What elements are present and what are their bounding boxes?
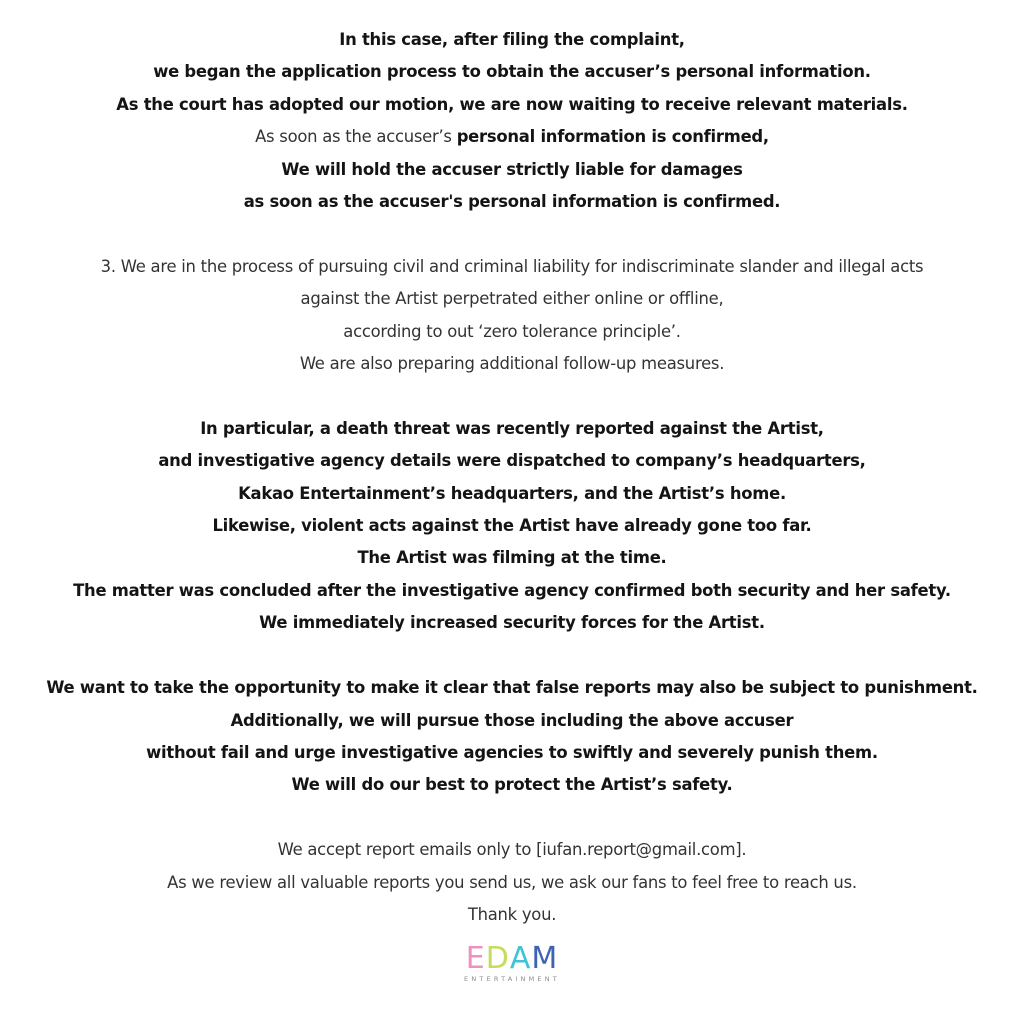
- text-segment: Likewise, violent acts against the Artist have already gone too far.: [212, 516, 812, 536]
- text-segment: We immediately increased security forces for the Artist.: [259, 613, 765, 633]
- text-line: [0, 769, 1024, 801]
- logo-letter-d: D: [485, 941, 510, 976]
- text-segment: As the court has adopted our motion, we are now waiting to receive relevant materials.: [116, 94, 908, 114]
- text-line: [0, 510, 1024, 542]
- text-line: [0, 607, 1024, 639]
- text-segment: We are also preparing additional follow-up measures.: [299, 354, 725, 374]
- text-segment: Thank you.: [467, 904, 557, 924]
- text-line: [0, 445, 1024, 477]
- text-line: [0, 413, 1024, 445]
- text-segment: As we review all valuable reports you send us, we ask our fans to feel free to reach us.: [167, 872, 857, 892]
- paragraph: [0, 251, 1024, 381]
- text-line: [0, 56, 1024, 88]
- text-segment: We will do our best to protect the Artist’s safety.: [291, 775, 733, 795]
- text-segment: In particular, a death threat was recently reported against the Artist,: [200, 418, 824, 438]
- text-segment: 3. We are in the process of pursuing civil and criminal liability for indiscriminate slander and illegal acts: [100, 256, 924, 276]
- text-line: [0, 121, 1024, 153]
- text-line: [0, 348, 1024, 380]
- logo-letter-a: A: [509, 941, 532, 976]
- text-segment: In this case, after filing the complaint,: [339, 30, 685, 49]
- text-line: [0, 316, 1024, 348]
- text-segment: As soon as the accuser’s: [255, 127, 457, 147]
- text-line: [0, 478, 1024, 510]
- logo-letter-m: M: [531, 941, 559, 976]
- text-segment: The matter was concluded after the investigative agency confirmed both security and her safety.: [73, 580, 951, 600]
- text-segment: and investigative agency details were dispatched to company’s headquarters,: [158, 451, 866, 471]
- text-line: [0, 705, 1024, 737]
- logo-letter-e: E: [465, 941, 486, 976]
- text-segment: against the Artist perpetrated either online or offline,: [300, 289, 724, 309]
- edam-entertainment-logo: [0, 941, 1024, 983]
- text-line: [0, 672, 1024, 704]
- statement-document: [0, 24, 1024, 964]
- text-segment: Additionally, we will pursue those including the above accuser: [230, 710, 794, 730]
- text-line: [0, 251, 1024, 283]
- text-line: [0, 154, 1024, 186]
- text-line: [0, 899, 1024, 931]
- text-line: [0, 24, 1024, 56]
- text-line: [0, 575, 1024, 607]
- text-segment: We accept report emails only to [iufan.report@gmail.com].: [277, 840, 747, 860]
- text-line: [0, 542, 1024, 574]
- paragraph: [0, 24, 1024, 218]
- text-segment: We want to take the opportunity to make it clear that false reports may also be subject to punishment.: [46, 678, 978, 698]
- text-segment: according to out ‘zero tolerance principle’.: [343, 321, 681, 341]
- text-line: [0, 89, 1024, 121]
- text-line: [0, 867, 1024, 899]
- paragraph: [0, 672, 1024, 802]
- text-segment: without fail and urge investigative agencies to swiftly and severely punish them.: [146, 742, 878, 762]
- text-line: [0, 834, 1024, 866]
- text-segment: Kakao Entertainment’s headquarters, and the Artist’s home.: [238, 483, 786, 503]
- text-segment: The Artist was filming at the time.: [357, 548, 667, 568]
- logo-wordmark: [465, 941, 559, 976]
- text-line: [0, 186, 1024, 218]
- text-segment: We will hold the accuser strictly liable for damages: [281, 159, 743, 179]
- logo-subtitle: ENTERTAINMENT: [464, 975, 560, 983]
- text-line: [0, 737, 1024, 769]
- text-line: [0, 283, 1024, 315]
- text-segment: personal information is confirmed,: [456, 127, 769, 147]
- paragraph: [0, 413, 1024, 640]
- paragraph: [0, 834, 1024, 931]
- text-segment: as soon as the accuser's personal information is confirmed.: [243, 191, 781, 211]
- text-segment: we began the application process to obtain the accuser’s personal information.: [153, 62, 871, 82]
